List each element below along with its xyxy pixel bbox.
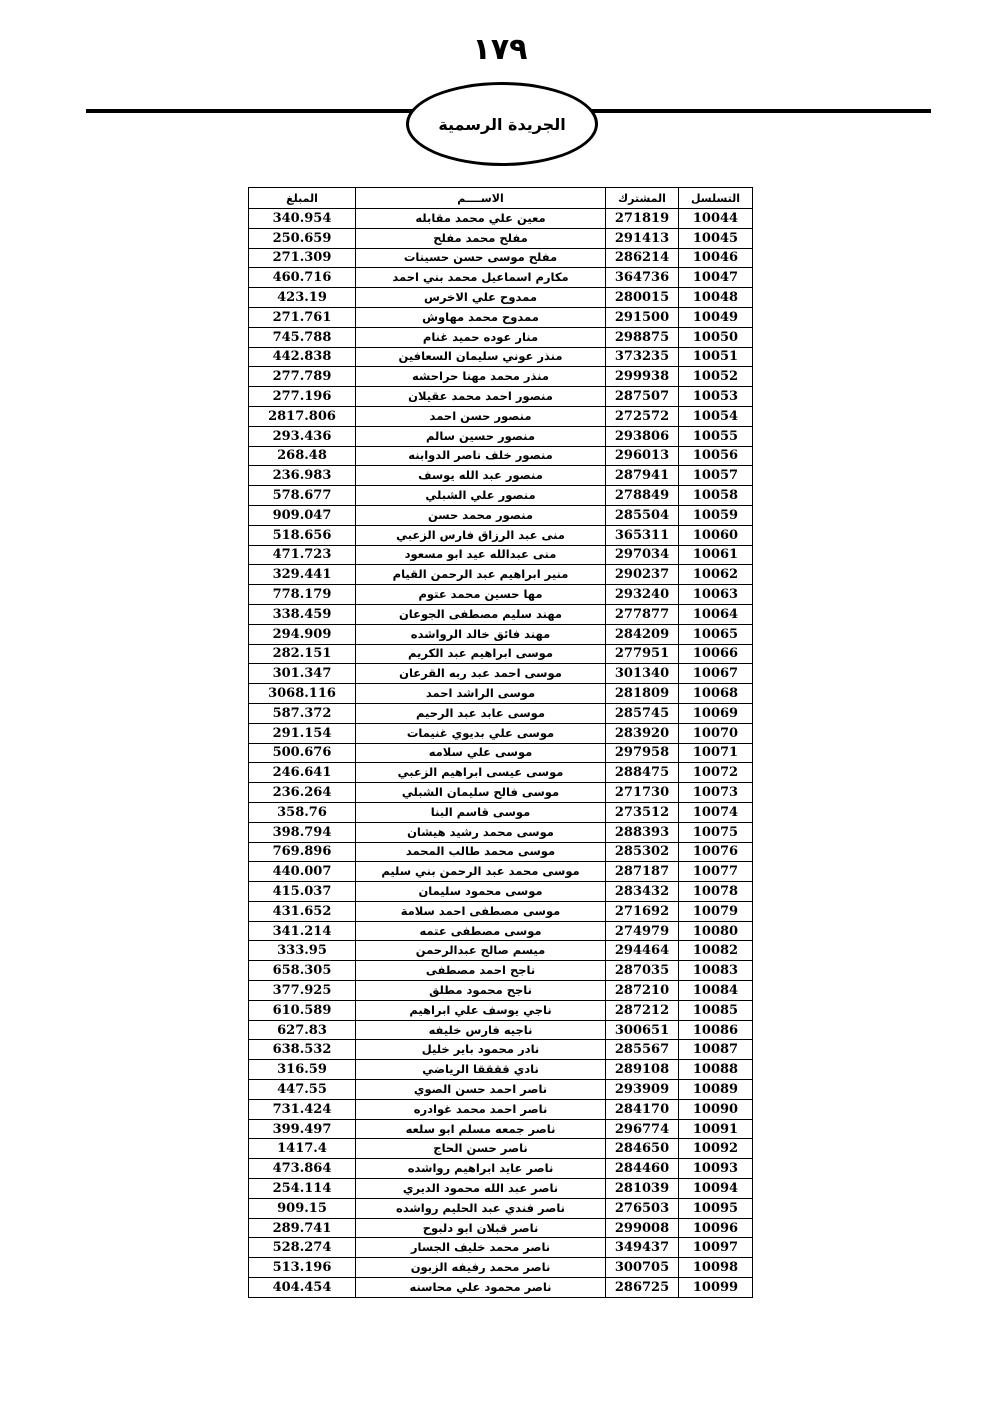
cell-amount: 268.48 [249, 446, 356, 466]
cell-serial: 10065 [679, 624, 753, 644]
cell-amount: 909.047 [249, 505, 356, 525]
cell-subscriber: 296774 [606, 1119, 679, 1139]
cell-name: منذر محمد مهنا حراحشه [356, 367, 606, 387]
table-row [249, 327, 753, 347]
cell-name: منصور حسين سالم [356, 426, 606, 446]
cell-serial: 10073 [679, 783, 753, 803]
cell-amount: 471.723 [249, 545, 356, 565]
cell-amount: 2817.806 [249, 406, 356, 426]
cell-name: موسى علي بديوي غنيمات [356, 723, 606, 743]
cell-subscriber: 277951 [606, 644, 679, 664]
cell-amount: 627.83 [249, 1020, 356, 1040]
subscribers-table [248, 187, 753, 1298]
masthead-oval [406, 82, 598, 166]
header-amount: المبلغ [249, 188, 356, 209]
cell-serial: 10096 [679, 1218, 753, 1238]
cell-amount: 282.151 [249, 644, 356, 664]
table-row [249, 1060, 753, 1080]
cell-serial: 10092 [679, 1139, 753, 1159]
table-row [249, 1198, 753, 1218]
cell-subscriber: 300651 [606, 1020, 679, 1040]
cell-amount: 340.954 [249, 209, 356, 229]
cell-amount: 769.896 [249, 842, 356, 862]
cell-serial: 10084 [679, 981, 753, 1001]
table-row [249, 703, 753, 723]
table-row [249, 981, 753, 1001]
table-row [249, 1040, 753, 1060]
cell-name: نادي ققققا الرياضي [356, 1060, 606, 1080]
cell-name: موسى مصطفى احمد سلامة [356, 901, 606, 921]
cell-amount: 442.838 [249, 347, 356, 367]
cell-name: ممدوح محمد مهاوش [356, 307, 606, 327]
cell-serial: 10060 [679, 525, 753, 545]
cell-serial: 10091 [679, 1119, 753, 1139]
cell-name: منار عوده حميد غنام [356, 327, 606, 347]
cell-serial: 10054 [679, 406, 753, 426]
cell-subscriber: 293240 [606, 585, 679, 605]
cell-amount: 277.196 [249, 387, 356, 407]
cell-subscriber: 281809 [606, 684, 679, 704]
cell-serial: 10050 [679, 327, 753, 347]
cell-subscriber: 297034 [606, 545, 679, 565]
cell-subscriber: 289108 [606, 1060, 679, 1080]
header-subscriber: المشترك [606, 188, 679, 209]
cell-name: مها حسين محمد عتوم [356, 585, 606, 605]
cell-name: ناجيه فارس خليفه [356, 1020, 606, 1040]
cell-serial: 10077 [679, 862, 753, 882]
table-row [249, 1258, 753, 1278]
cell-name: ناصر احمد حسن الصوي [356, 1080, 606, 1100]
cell-serial: 10082 [679, 941, 753, 961]
page-number: ١٧٩ [472, 32, 528, 67]
cell-serial: 10061 [679, 545, 753, 565]
table-row [249, 347, 753, 367]
cell-amount: 3068.116 [249, 684, 356, 704]
cell-subscriber: 287035 [606, 961, 679, 981]
cell-amount: 271.309 [249, 248, 356, 268]
cell-serial: 10044 [679, 209, 753, 229]
cell-serial: 10056 [679, 446, 753, 466]
cell-amount: 341.214 [249, 921, 356, 941]
cell-name: ناصر جمعه مسلم ابو سلعه [356, 1119, 606, 1139]
table-row [249, 664, 753, 684]
cell-subscriber: 301340 [606, 664, 679, 684]
header-name: الاســــم [356, 188, 606, 209]
cell-subscriber: 297958 [606, 743, 679, 763]
table-body [249, 209, 753, 1298]
cell-serial: 10079 [679, 901, 753, 921]
cell-serial: 10045 [679, 228, 753, 248]
table-row [249, 1119, 753, 1139]
cell-name: منى عبد الرزاق فارس الزعبي [356, 525, 606, 545]
cell-subscriber: 287941 [606, 466, 679, 486]
cell-name: موسى ابراهيم عبد الكريم [356, 644, 606, 664]
cell-name: موسى عيسى ابراهيم الزعبي [356, 763, 606, 783]
cell-subscriber: 373235 [606, 347, 679, 367]
cell-name: موسى الراشد احمد [356, 684, 606, 704]
cell-serial: 10064 [679, 604, 753, 624]
cell-name: موسى محمد طالب المحمد [356, 842, 606, 862]
cell-serial: 10085 [679, 1000, 753, 1020]
cell-subscriber: 284460 [606, 1159, 679, 1179]
table-row [249, 1278, 753, 1298]
cell-amount: 358.76 [249, 802, 356, 822]
cell-subscriber: 273512 [606, 802, 679, 822]
cell-name: منصور خلف ناصر الدوابنه [356, 446, 606, 466]
table-row [249, 268, 753, 288]
cell-amount: 333.95 [249, 941, 356, 961]
cell-name: ناجح محمود مطلق [356, 981, 606, 1001]
cell-amount: 638.532 [249, 1040, 356, 1060]
cell-subscriber: 281039 [606, 1179, 679, 1199]
cell-amount: 778.179 [249, 585, 356, 605]
cell-subscriber: 276503 [606, 1198, 679, 1218]
cell-name: ناصر حسن الحاج [356, 1139, 606, 1159]
cell-subscriber: 285302 [606, 842, 679, 862]
cell-serial: 10052 [679, 367, 753, 387]
cell-name: منصور محمد حسن [356, 505, 606, 525]
cell-serial: 10070 [679, 723, 753, 743]
table-row [249, 941, 753, 961]
cell-name: مفلح موسى حسن حسينات [356, 248, 606, 268]
cell-amount: 500.676 [249, 743, 356, 763]
cell-amount: 745.788 [249, 327, 356, 347]
cell-subscriber: 299008 [606, 1218, 679, 1238]
table-row [249, 387, 753, 407]
table-row [249, 822, 753, 842]
cell-subscriber: 288475 [606, 763, 679, 783]
table-row [249, 228, 753, 248]
cell-name: موسى محمد عبد الرحمن بني سليم [356, 862, 606, 882]
table-row [249, 763, 753, 783]
cell-subscriber: 293806 [606, 426, 679, 446]
cell-serial: 10069 [679, 703, 753, 723]
cell-serial: 10095 [679, 1198, 753, 1218]
cell-subscriber: 287210 [606, 981, 679, 1001]
cell-name: موسى قاسم البنا [356, 802, 606, 822]
cell-serial: 10063 [679, 585, 753, 605]
cell-serial: 10058 [679, 486, 753, 506]
cell-serial: 10083 [679, 961, 753, 981]
table-row [249, 585, 753, 605]
cell-name: منى عبدالله عيد ابو مسعود [356, 545, 606, 565]
cell-subscriber: 291500 [606, 307, 679, 327]
cell-name: ناصر عايد ابراهيم رواشده [356, 1159, 606, 1179]
cell-subscriber: 280015 [606, 288, 679, 308]
cell-subscriber: 294464 [606, 941, 679, 961]
cell-name: ناجي يوسف علي ابراهيم [356, 1000, 606, 1020]
cell-subscriber: 271692 [606, 901, 679, 921]
cell-serial: 10074 [679, 802, 753, 822]
cell-subscriber: 278849 [606, 486, 679, 506]
table-row [249, 1000, 753, 1020]
cell-amount: 587.372 [249, 703, 356, 723]
cell-subscriber: 286725 [606, 1278, 679, 1298]
cell-amount: 473.864 [249, 1159, 356, 1179]
table-row [249, 842, 753, 862]
cell-name: ناجح احمد مصطفى [356, 961, 606, 981]
cell-subscriber: 287212 [606, 1000, 679, 1020]
cell-amount: 316.59 [249, 1060, 356, 1080]
table-row [249, 406, 753, 426]
cell-amount: 301.347 [249, 664, 356, 684]
table-row [249, 1238, 753, 1258]
cell-serial: 10062 [679, 565, 753, 585]
cell-amount: 236.264 [249, 783, 356, 803]
cell-subscriber: 271730 [606, 783, 679, 803]
cell-serial: 10087 [679, 1040, 753, 1060]
cell-serial: 10090 [679, 1099, 753, 1119]
cell-amount: 1417.4 [249, 1139, 356, 1159]
cell-serial: 10066 [679, 644, 753, 664]
cell-amount: 291.154 [249, 723, 356, 743]
cell-subscriber: 296013 [606, 446, 679, 466]
cell-serial: 10049 [679, 307, 753, 327]
cell-amount: 377.925 [249, 981, 356, 1001]
table-row [249, 1080, 753, 1100]
table-row [249, 1020, 753, 1040]
cell-name: موسى علي سلامه [356, 743, 606, 763]
cell-amount: 460.716 [249, 268, 356, 288]
table-row [249, 1139, 753, 1159]
cell-serial: 10048 [679, 288, 753, 308]
table-row [249, 1099, 753, 1119]
cell-name: ناصر محمد رفيفه الزبون [356, 1258, 606, 1278]
cell-amount: 293.436 [249, 426, 356, 446]
cell-subscriber: 298875 [606, 327, 679, 347]
cell-subscriber: 285745 [606, 703, 679, 723]
table-row [249, 783, 753, 803]
cell-name: منصور علي الشبلي [356, 486, 606, 506]
cell-name: موسى عابد عبد الرحيم [356, 703, 606, 723]
cell-amount: 271.761 [249, 307, 356, 327]
table-row [249, 505, 753, 525]
cell-subscriber: 285504 [606, 505, 679, 525]
table-row [249, 1218, 753, 1238]
table-row [249, 921, 753, 941]
cell-name: ناصر عبد الله محمود الديري [356, 1179, 606, 1199]
cell-amount: 731.424 [249, 1099, 356, 1119]
cell-name: مهند فائق خالد الرواشده [356, 624, 606, 644]
cell-serial: 10047 [679, 268, 753, 288]
cell-subscriber: 349437 [606, 1238, 679, 1258]
table-row [249, 723, 753, 743]
cell-name: ممدوح علي الاخرس [356, 288, 606, 308]
table-row [249, 209, 753, 229]
cell-name: مفلح محمد مفلح [356, 228, 606, 248]
cell-subscriber: 365311 [606, 525, 679, 545]
cell-serial: 10093 [679, 1159, 753, 1179]
table-row [249, 802, 753, 822]
cell-amount: 909.15 [249, 1198, 356, 1218]
cell-serial: 10053 [679, 387, 753, 407]
cell-subscriber: 300705 [606, 1258, 679, 1278]
cell-serial: 10094 [679, 1179, 753, 1199]
cell-name: ناصر محمود علي محاسنه [356, 1278, 606, 1298]
cell-amount: 415.037 [249, 882, 356, 902]
cell-subscriber: 284650 [606, 1139, 679, 1159]
cell-amount: 399.497 [249, 1119, 356, 1139]
cell-name: موسى احمد عبد ربه القرعان [356, 664, 606, 684]
cell-subscriber: 287507 [606, 387, 679, 407]
header-serial: التسلسل [679, 188, 753, 209]
cell-serial: 10080 [679, 921, 753, 941]
cell-amount: 518.656 [249, 525, 356, 545]
table-row [249, 604, 753, 624]
cell-amount: 398.794 [249, 822, 356, 842]
table-row [249, 426, 753, 446]
table-row [249, 367, 753, 387]
cell-serial: 10059 [679, 505, 753, 525]
cell-name: موسى مصطفى عتمه [356, 921, 606, 941]
cell-subscriber: 290237 [606, 565, 679, 585]
cell-amount: 423.19 [249, 288, 356, 308]
table-row [249, 1179, 753, 1199]
cell-name: مكارم اسماعيل محمد بني احمد [356, 268, 606, 288]
cell-amount: 610.589 [249, 1000, 356, 1020]
cell-name: موسى محمود سليمان [356, 882, 606, 902]
table-row [249, 743, 753, 763]
table-row [249, 644, 753, 664]
cell-amount: 658.305 [249, 961, 356, 981]
table-row [249, 901, 753, 921]
cell-name: نادر محمود باير خليل [356, 1040, 606, 1060]
cell-subscriber: 284209 [606, 624, 679, 644]
cell-serial: 10067 [679, 664, 753, 684]
cell-name: ميسم صالح عبدالرحمن [356, 941, 606, 961]
cell-subscriber: 291413 [606, 228, 679, 248]
table-row [249, 862, 753, 882]
table-row [249, 307, 753, 327]
cell-name: مهند سليم مصطفى الجوعان [356, 604, 606, 624]
cell-amount: 431.652 [249, 901, 356, 921]
cell-serial: 10057 [679, 466, 753, 486]
cell-serial: 10086 [679, 1020, 753, 1040]
cell-amount: 329.441 [249, 565, 356, 585]
cell-serial: 10075 [679, 822, 753, 842]
cell-amount: 254.114 [249, 1179, 356, 1199]
cell-name: منير ابراهيم عبد الرحمن القيام [356, 565, 606, 585]
cell-name: منصور حسن احمد [356, 406, 606, 426]
cell-serial: 10078 [679, 882, 753, 902]
cell-name: ناصر قبلان ابو دلبوح [356, 1218, 606, 1238]
table-row [249, 624, 753, 644]
cell-subscriber: 364736 [606, 268, 679, 288]
cell-subscriber: 283920 [606, 723, 679, 743]
cell-name: ناصر احمد محمد غوادره [356, 1099, 606, 1119]
cell-name: ناصر فندي عبد الحليم رواشده [356, 1198, 606, 1218]
cell-serial: 10055 [679, 426, 753, 446]
cell-amount: 528.274 [249, 1238, 356, 1258]
table-row [249, 288, 753, 308]
cell-amount: 578.677 [249, 486, 356, 506]
cell-subscriber: 284170 [606, 1099, 679, 1119]
cell-subscriber: 293909 [606, 1080, 679, 1100]
cell-name: موسى فالح سليمان الشبلي [356, 783, 606, 803]
cell-name: معين علي محمد مقابله [356, 209, 606, 229]
cell-amount: 513.196 [249, 1258, 356, 1278]
table-row [249, 684, 753, 704]
table-row [249, 466, 753, 486]
table-row [249, 545, 753, 565]
cell-subscriber: 271819 [606, 209, 679, 229]
cell-subscriber: 272572 [606, 406, 679, 426]
cell-serial: 10071 [679, 743, 753, 763]
table-row [249, 565, 753, 585]
cell-serial: 10099 [679, 1278, 753, 1298]
table-row [249, 961, 753, 981]
cell-serial: 10051 [679, 347, 753, 367]
cell-name: منصور عبد الله يوسف [356, 466, 606, 486]
cell-name: ناصر محمد خليف الجسار [356, 1238, 606, 1258]
cell-amount: 447.55 [249, 1080, 356, 1100]
table-row [249, 486, 753, 506]
cell-serial: 10097 [679, 1238, 753, 1258]
cell-serial: 10098 [679, 1258, 753, 1278]
cell-amount: 440.007 [249, 862, 356, 882]
cell-serial: 10068 [679, 684, 753, 704]
cell-serial: 10089 [679, 1080, 753, 1100]
masthead-title: الجريدة الرسمية [438, 114, 566, 134]
cell-amount: 250.659 [249, 228, 356, 248]
cell-subscriber: 285567 [606, 1040, 679, 1060]
cell-amount: 404.454 [249, 1278, 356, 1298]
cell-subscriber: 283432 [606, 882, 679, 902]
table-row [249, 1159, 753, 1179]
table-header-row [249, 188, 753, 209]
cell-subscriber: 287187 [606, 862, 679, 882]
cell-subscriber: 274979 [606, 921, 679, 941]
cell-subscriber: 286214 [606, 248, 679, 268]
table-row [249, 248, 753, 268]
table-row [249, 525, 753, 545]
cell-amount: 277.789 [249, 367, 356, 387]
cell-amount: 294.909 [249, 624, 356, 644]
cell-name: منذر عوني سليمان السعافين [356, 347, 606, 367]
table-row [249, 446, 753, 466]
cell-serial: 10072 [679, 763, 753, 783]
cell-amount: 246.641 [249, 763, 356, 783]
table-row [249, 882, 753, 902]
cell-serial: 10076 [679, 842, 753, 862]
cell-amount: 236.983 [249, 466, 356, 486]
cell-serial: 10088 [679, 1060, 753, 1080]
cell-serial: 10046 [679, 248, 753, 268]
cell-name: منصور احمد محمد عقيلان [356, 387, 606, 407]
cell-subscriber: 277877 [606, 604, 679, 624]
cell-amount: 338.459 [249, 604, 356, 624]
cell-name: موسى محمد رشيد هيشان [356, 822, 606, 842]
cell-subscriber: 288393 [606, 822, 679, 842]
cell-subscriber: 299938 [606, 367, 679, 387]
cell-amount: 289.741 [249, 1218, 356, 1238]
